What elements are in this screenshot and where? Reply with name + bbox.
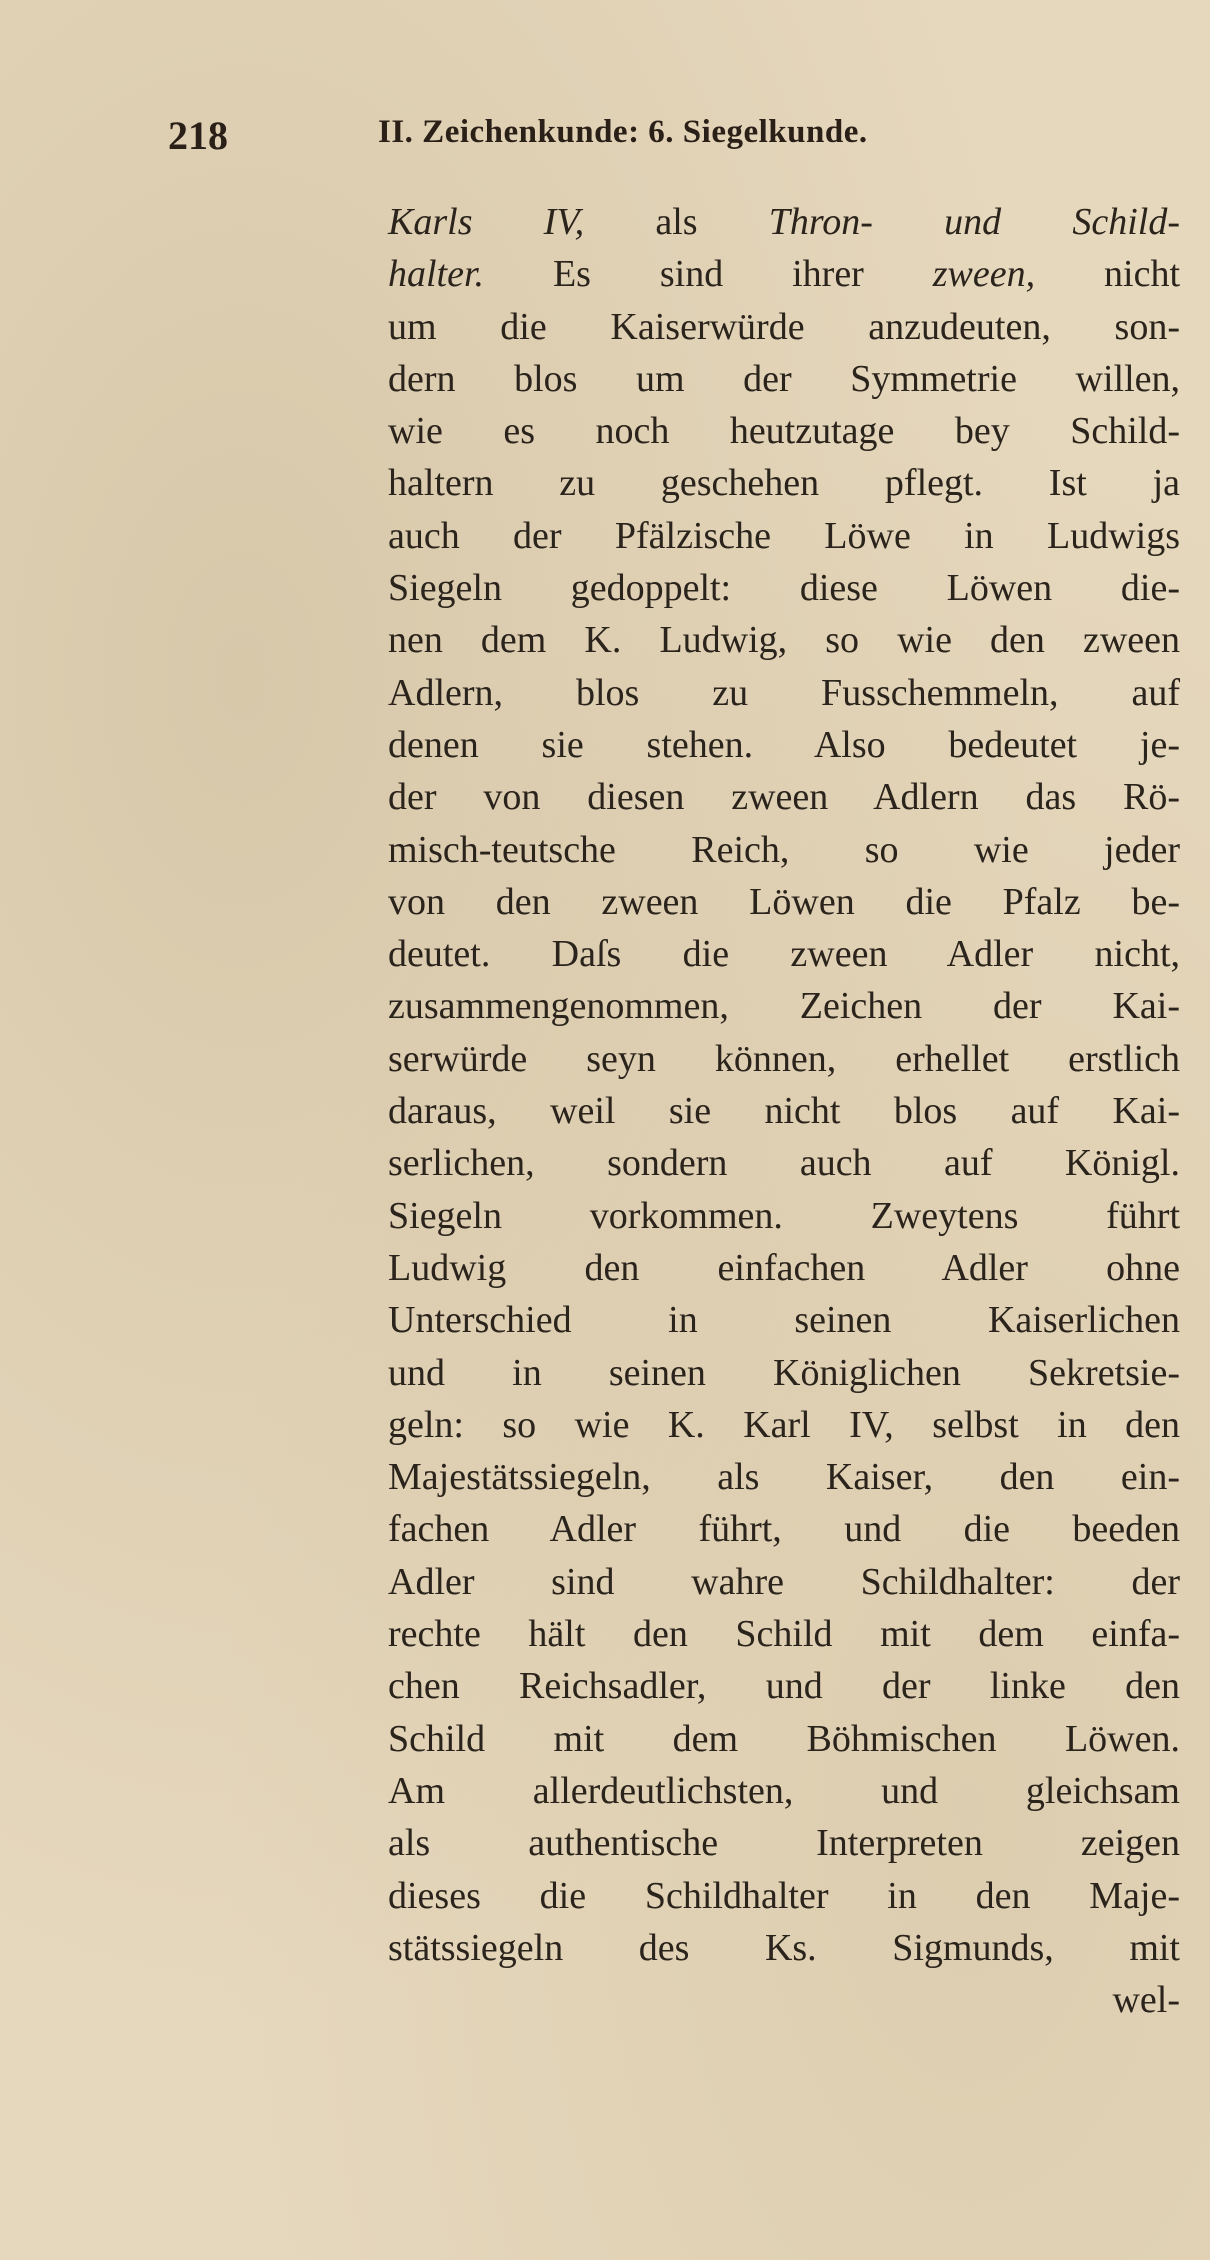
- text-line: [388, 1033, 1180, 1085]
- italic-text: Karls IV,: [388, 201, 585, 243]
- text-line: [388, 928, 1180, 980]
- text-segment: stätssiegeln des Ks. Sigmunds, mit: [388, 1926, 1180, 1969]
- text-segment: als: [584, 201, 769, 243]
- text-segment: dieses die Schildhalter in den Maje-: [388, 1874, 1180, 1917]
- text-segment: serlichen, sondern auch auf Königl.: [388, 1142, 1180, 1185]
- text-line: [388, 510, 1180, 562]
- italic-text: Thron- und Schild-: [768, 201, 1180, 243]
- text-line: [388, 1137, 1180, 1189]
- text-segment: Majestätssiegeln, als Kaiser, den ein-: [388, 1456, 1180, 1499]
- text-line: [388, 1922, 1180, 1974]
- text-line: [388, 1713, 1180, 1765]
- text-line: [388, 1608, 1180, 1660]
- text-line: [388, 1817, 1180, 1869]
- text-segment: als authentische Interpreten zeigen: [388, 1822, 1180, 1865]
- text-line: [388, 301, 1180, 353]
- text-line: [388, 353, 1180, 405]
- running-title: II. Zeichenkunde: 6. Siegelkunde.: [378, 114, 868, 150]
- page-number: 218: [168, 113, 228, 158]
- text-segment: deutet. Daſs die zween Adler nicht,: [388, 933, 1180, 976]
- italic-text: zween,: [932, 253, 1036, 296]
- text-segment: dern blos um der Symmetrie willen,: [388, 357, 1180, 400]
- text-line: [388, 1974, 1180, 2026]
- text-line: [388, 248, 1180, 300]
- text-line: [388, 196, 1180, 248]
- text-line: [388, 1190, 1180, 1242]
- text-line: [388, 1085, 1180, 1137]
- text-segment: rechte hält den Schild mit dem einfa-: [388, 1613, 1180, 1656]
- text-segment: der von diesen zween Adlern das Rö-: [388, 776, 1180, 819]
- text-segment: Es sind ihrer: [484, 253, 933, 296]
- text-line: [388, 876, 1180, 928]
- text-segment: auch der Pfälzische Löwe in Ludwigs: [388, 514, 1180, 557]
- text-segment: von den zween Löwen die Pfalz be-: [388, 880, 1180, 923]
- text-segment: Schild mit dem Böhmischen Löwen.: [388, 1717, 1180, 1760]
- text-line: [388, 1870, 1180, 1922]
- text-line: [388, 824, 1180, 876]
- text-line: [388, 614, 1180, 666]
- text-segment: denen sie stehen. Also bedeutet je-: [388, 723, 1180, 766]
- text-segment: serwürde seyn können, erhellet erstlich: [388, 1037, 1180, 1080]
- text-line: [388, 1660, 1180, 1712]
- text-segment: zusammengenommen, Zeichen der Kai-: [388, 985, 1180, 1028]
- text-line: [388, 1451, 1180, 1503]
- text-segment: nicht: [1035, 253, 1181, 296]
- text-segment: fachen Adler führt, und die beeden: [388, 1508, 1180, 1551]
- text-segment: Adlern, blos zu Fusschemmeln, auf: [388, 671, 1180, 714]
- text-segment: haltern zu geschehen pflegt. Ist ja: [388, 462, 1180, 505]
- text-segment: Siegeln gedoppelt: diese Löwen die-: [388, 567, 1180, 610]
- text-line: [388, 1399, 1180, 1451]
- text-segment: um die Kaiserwürde anzudeuten, son-: [388, 305, 1180, 348]
- text-line: [388, 405, 1180, 457]
- text-segment: Adler sind wahre Schildhalter: der: [388, 1560, 1180, 1603]
- text-segment: Unterschied in seinen Kaiserlichen: [388, 1299, 1180, 1342]
- text-line: [388, 1347, 1180, 1399]
- text-line: [388, 1294, 1180, 1346]
- text-line: [388, 667, 1180, 719]
- text-segment: chen Reichsadler, und der linke den: [388, 1665, 1180, 1708]
- text-segment: Am allerdeutlichsten, und gleichsam: [388, 1769, 1180, 1812]
- italic-text: halter.: [388, 253, 485, 296]
- text-line: [388, 457, 1180, 509]
- text-line: [388, 1242, 1180, 1294]
- body-text: [388, 196, 1180, 2026]
- text-segment: Siegeln vorkommen. Zweytens führt: [388, 1194, 1180, 1237]
- text-line: [388, 771, 1180, 823]
- text-line: [388, 562, 1180, 614]
- text-segment: daraus, weil sie nicht blos auf Kai-: [388, 1090, 1180, 1133]
- text-line: [388, 1503, 1180, 1555]
- text-segment: Ludwig den einfachen Adler ohne: [388, 1246, 1180, 1289]
- text-segment: nen dem K. Ludwig, so wie den zween: [388, 619, 1180, 662]
- text-segment: misch-teutsche Reich, so wie jeder: [388, 828, 1180, 871]
- text-segment: wie es noch heutzutage bey Schild-: [388, 410, 1180, 453]
- text-line: [388, 719, 1180, 771]
- text-line: [388, 1765, 1180, 1817]
- text-segment: geln: so wie K. Karl IV, selbst in den: [388, 1403, 1180, 1446]
- text-line: [388, 1556, 1180, 1608]
- text-segment: wel-: [1112, 1979, 1180, 2022]
- text-line: [388, 980, 1180, 1032]
- text-segment: und in seinen Königlichen Sekretsie-: [388, 1351, 1180, 1394]
